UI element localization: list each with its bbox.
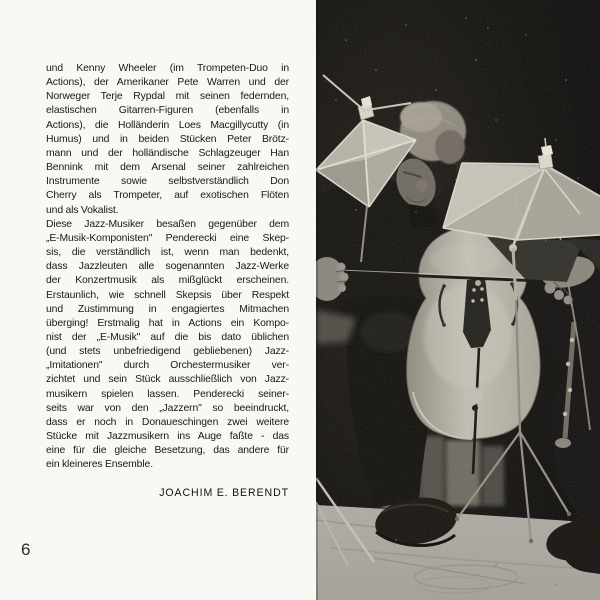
text-line: Actions), die Holländerin Loes Macgillycutty (in — [46, 119, 289, 131]
text-line: Norweger Terje Rypdal mit seinen federnden, — [46, 91, 289, 103]
author-credit: JOACHIM E. BERENDT — [159, 486, 289, 499]
text-line: und Kenny Wheeler (im Trompeten-Duo in — [46, 63, 289, 74]
page-number: 6 — [21, 540, 31, 559]
text-line: Humus) und in beiden Stücken Peter Brötz- — [46, 133, 289, 145]
text-line: überging! Erstmalig hat in Actions ein Kompo- — [46, 317, 289, 329]
text-line: Erstaunlich, wie schnell Skepsis über Respekt — [46, 289, 289, 301]
text-line: „Imitationen" durch Orchestermusiker ver- — [46, 360, 289, 372]
text-line: Diese Jazz-Musiker besaßen gegenüber dem — [46, 218, 289, 230]
text-line: zichtet und sein Stück ausschließlich von Jazz- — [46, 374, 289, 386]
text-line: ein kleineres Ensemble. — [46, 459, 153, 471]
text-line: Cherry als Trompeter, auf exotischen Flöten — [46, 190, 289, 202]
text-line: sis, die verständlich ist, wenn man bedenkt, — [46, 247, 289, 259]
text-line: „E-Musik-Komponisten" Penderecki eine Skep- — [46, 232, 289, 244]
text-line: dass er noch in Donaueschingen zwei weitere — [46, 416, 289, 428]
text-line: Bennink mit dem Arsenal seiner zahlreichen — [46, 162, 289, 174]
text-line: seits war von den „Jazzern" so beeindruckt, — [46, 402, 289, 414]
text-line: der Konzertmusik als mißglückt erscheinen. — [46, 275, 289, 287]
text-line: musikern spielen lassen. Penderecki seiner- — [46, 388, 289, 400]
text-line: Instrumente sowie selbstverständlich Don — [46, 176, 289, 188]
text-line: Stücke mit Jazzmusikern ins Auge faßte - das — [46, 431, 289, 443]
text-line: eine für die gleiche Besetzung, das andere für — [46, 445, 289, 457]
text-line: und als Vokalist. — [46, 204, 119, 216]
concert-photo — [316, 0, 600, 600]
text-line: dass Jazzleuten alle sogenannten Jazz-Werke — [46, 261, 289, 273]
text-line: elastischen Gitarren-Figuren (ebenfalls in — [46, 105, 289, 117]
film-grain-overlay — [316, 0, 600, 600]
text-line: Actions), der Amerikaner Pete Warren und der — [46, 77, 289, 89]
concert-photo-art — [316, 0, 600, 600]
text-line: und Zustimmung in engagiertes Mitmachen — [46, 303, 289, 315]
text-line: (und stets unbefriedigend gebliebenen) Jazz- — [46, 346, 289, 358]
liner-notes-text — [46, 62, 289, 500]
text-line: nist der „E-Musik" auf die bis dato üblichen — [46, 331, 289, 343]
text-line: mann und der holländische Schlagzeuger Han — [46, 147, 289, 159]
